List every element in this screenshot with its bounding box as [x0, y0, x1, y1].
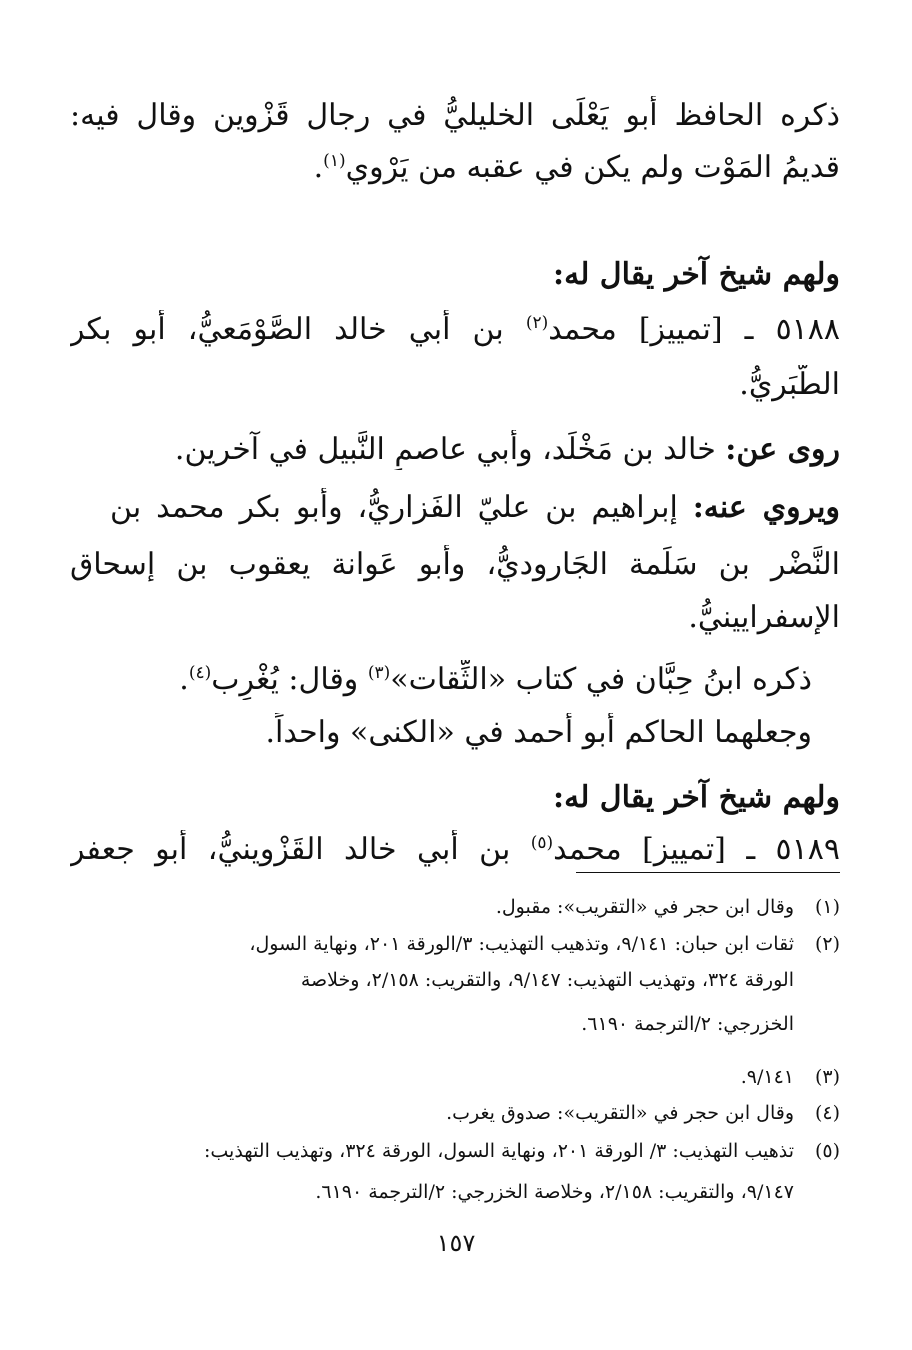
body-text: بن أبي خالد الصَّوْمَعيُّ، أبو بكر [70, 312, 526, 347]
body-text: . [179, 662, 189, 697]
footnote-4 [70, 1099, 840, 1127]
footnote-2-line-3 [70, 1010, 794, 1038]
footnote-number: (٥) [814, 1140, 840, 1162]
footnote-number: (٤) [814, 1102, 840, 1124]
body-text: الإسفرايينيُّ. [688, 600, 840, 635]
entry-number: ٥١٨٩ ـ [تمييز] محمد [553, 832, 840, 867]
entry-5189-line-1 [70, 830, 840, 870]
body-text: . [313, 150, 324, 185]
body-line-2 [70, 148, 840, 188]
footnote-text: الورقة ٣٢٤، وتهذيب التهذيب: ٩/١٤٧، والتقريب: ٢/١٥٨، وخلاصة [300, 969, 794, 991]
footnote-5-line-1 [70, 1137, 840, 1165]
narrated-from-line [100, 430, 840, 470]
footnote-5-line-2 [70, 1178, 794, 1206]
body-text: وقال: يُغْرِب [211, 662, 368, 697]
narrators-line-2 [70, 545, 840, 585]
footnote-text: ٩/١٤٧، والتقريب: ٢/١٥٨، وخلاصة الخزرجي: ٢/الترجمة ٦١٩٠. [315, 1181, 794, 1203]
footnote-text: ٩/١٤١. [740, 1066, 794, 1088]
footnote-ref-2[interactable]: (٢) [525, 313, 549, 333]
footnote-3 [70, 1063, 840, 1091]
footnote-ref-4[interactable]: (٤) [188, 663, 212, 683]
section-heading-1 [70, 255, 840, 295]
footnote-text: تذهيب التهذيب: ٣/ الورقة ٢٠١، ونهاية السول، الورقة ٣٢٤، وتهذيب التهذيب: [203, 1140, 794, 1162]
footnote-ref-3[interactable]: (٣) [367, 663, 391, 683]
body-text: قديمُ المَوْت ولم يكن في عقبه من يَرْوي [345, 150, 840, 185]
entry-number: ٥١٨٨ ـ [تمييز] محمد [548, 312, 840, 347]
footnote-text: وقال ابن حجر في «التقريب»: مقبول. [495, 896, 794, 918]
body-line-1 [70, 96, 840, 136]
entry-5188-line-2 [70, 365, 840, 405]
footnote-ref-5[interactable]: (٥) [530, 833, 554, 853]
page-number: ١٥٧ [436, 1229, 476, 1257]
entry-5188-line-1 [70, 310, 840, 350]
narrators-line-3 [70, 598, 840, 638]
footnote-2-line-2 [70, 966, 794, 994]
body-text: الطَّبَريُّ. [739, 367, 840, 402]
footnote-number: (١) [814, 896, 840, 918]
heading-text: ولهم شيخ آخر يقال له: [553, 257, 840, 292]
footnote-number: (٢) [814, 933, 840, 955]
footnote-text: الخزرجي: ٢/الترجمة ٦١٩٠. [581, 1013, 794, 1035]
mention-line-1 [92, 660, 812, 700]
section-heading-2 [70, 778, 840, 818]
body-text: إبراهيم بن عليّ الفَزاريُّ، وأبو بكر محمد بن [110, 490, 693, 525]
footnote-number: (٣) [814, 1066, 840, 1088]
footnote-separator [576, 872, 840, 873]
narrated-from-label: روى عن: [725, 432, 840, 467]
footnote-1 [70, 893, 840, 921]
footnote-2-line-1 [70, 930, 840, 958]
body-text: خالد بن مَخْلَد، وأبي عاصمٍ النَّبيل في آخرين. [174, 432, 726, 467]
body-text: ذكره ابنُ حِبَّان في كتاب «الثِّقات» [390, 662, 812, 697]
narrators-label: ويروي عنه: [692, 490, 840, 525]
mention-line-2 [92, 713, 812, 753]
body-text: النَّضْر بن سَلَمة الجَاروديُّ، وأبو عَوانة يعقوب بن إسحاق [70, 547, 840, 582]
footnote-ref-1[interactable]: (١) [323, 151, 346, 171]
footnote-text: وقال ابن حجر في «التقريب»: صدوق يغرب. [446, 1102, 794, 1124]
body-text: بن أبي خالد القَزْوينيُّ، أبو جعفر [70, 832, 531, 867]
heading-text: ولهم شيخ آخر يقال له: [553, 780, 840, 815]
footnote-text: ثقات ابن حبان: ٩/١٤١، وتذهيب التهذيب: ٣/الورقة ٢٠١، ونهاية السول، [249, 933, 794, 955]
narrators-line-1 [110, 488, 840, 528]
body-text: وجعلهما الحاكم أبو أحمد في «الكنى» واحداً. [265, 715, 812, 750]
body-text: ذكره الحافظ أبو يَعْلَى الخليليُّ في رجال قَزْوين وقال فيه: [70, 98, 840, 133]
